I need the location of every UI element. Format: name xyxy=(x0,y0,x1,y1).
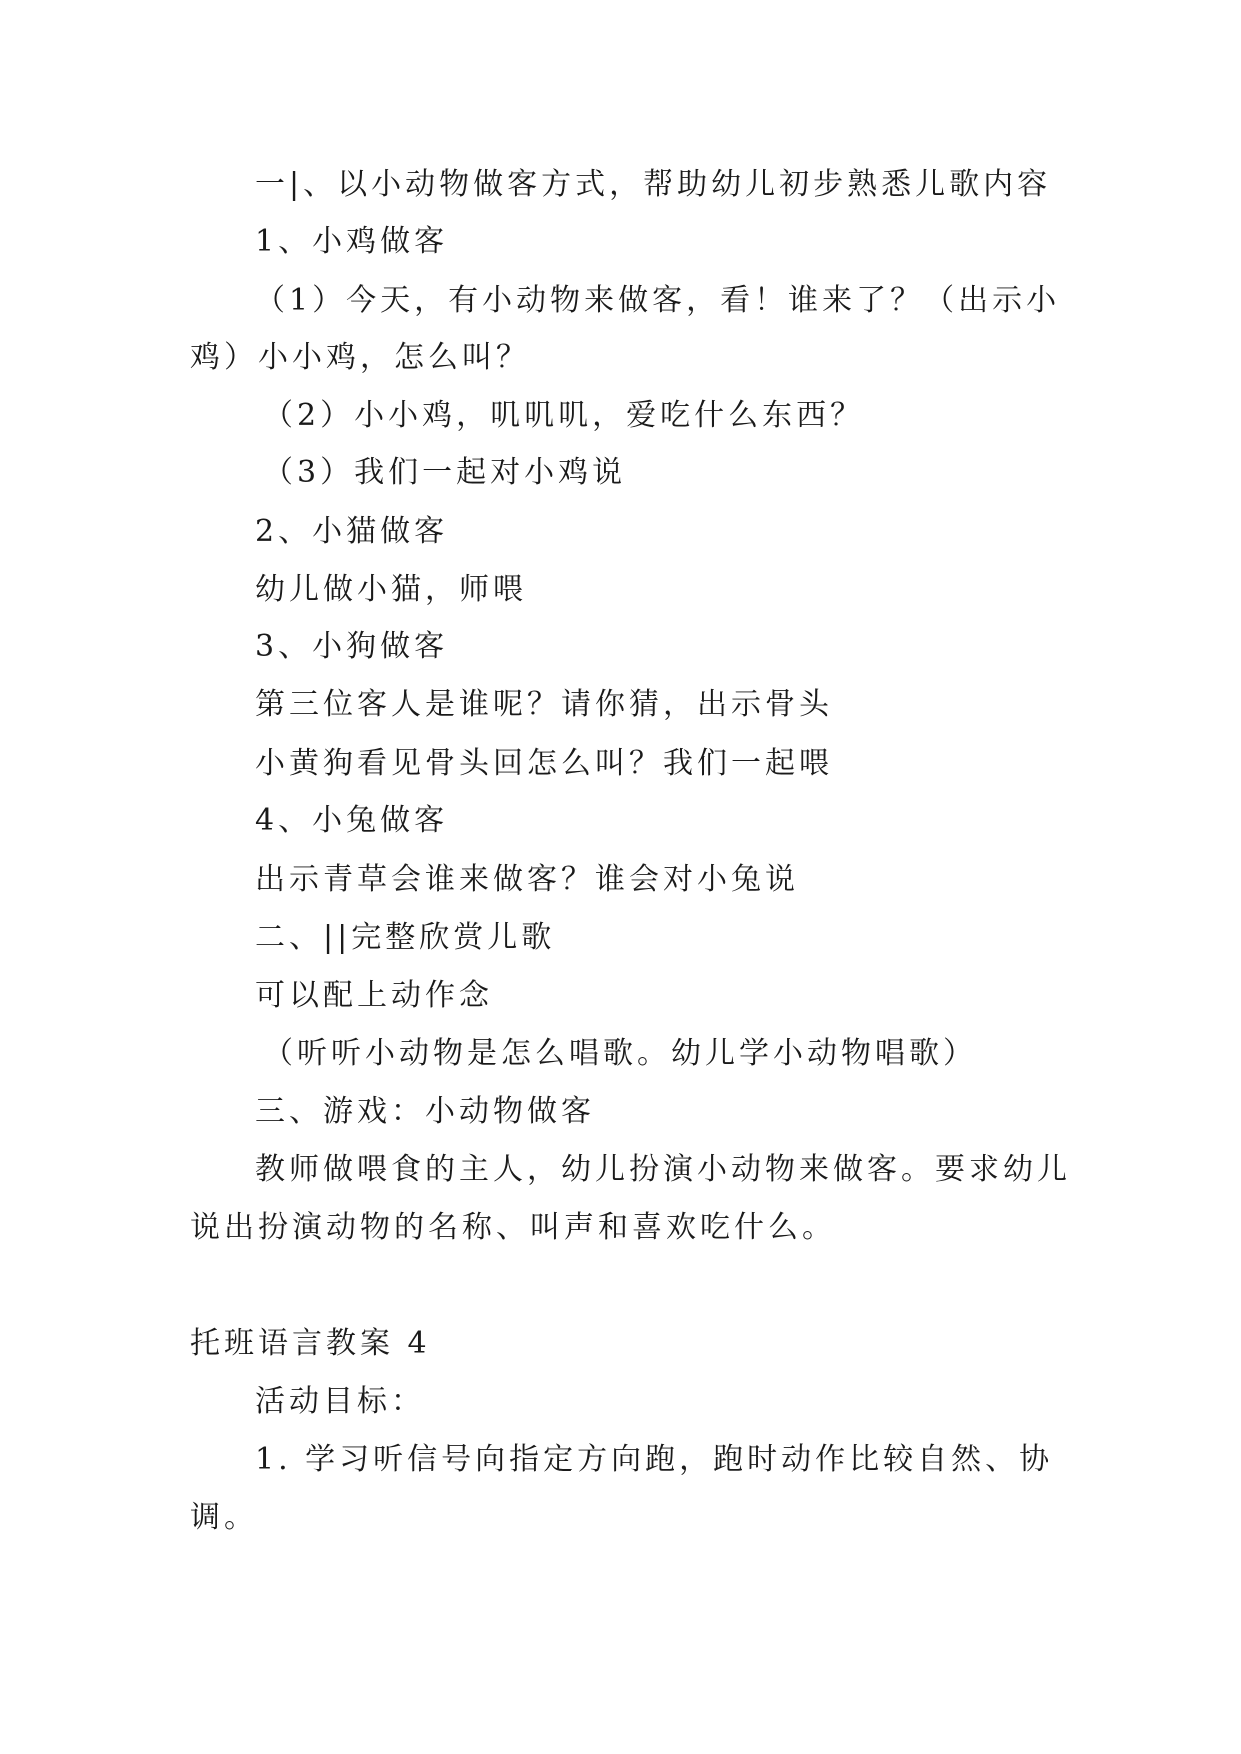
text-line: （1）今天，有小动物来做客，看！谁来了？（出示小 xyxy=(255,283,1061,318)
text-line: 三、游戏：小动物做客 xyxy=(255,1094,595,1129)
text-line: 可以配上动作念 xyxy=(255,978,493,1013)
text-line: 说出扮演动物的名称、叫声和喜欢吃什么。 xyxy=(190,1210,836,1245)
text-line: 活动目标： xyxy=(255,1384,425,1419)
text-line: 二、||完整欣赏儿歌 xyxy=(255,920,556,955)
section-heading: 托班语言教案 4 xyxy=(190,1326,431,1361)
text-line: （2）小小鸡，叽叽叽，爱吃什么东西？ xyxy=(263,398,865,433)
text-line: 小黄狗看见骨头回怎么叫？我们一起喂 xyxy=(255,746,833,781)
text-line: 出示青草会谁来做客？谁会对小兔说 xyxy=(255,862,799,897)
text-line: 4、小兔做客 xyxy=(255,803,449,838)
text-line: 2、小猫做客 xyxy=(255,514,449,549)
text-line: 鸡）小小鸡，怎么叫？ xyxy=(190,340,530,375)
text-line: 1. 学习听信号向指定方向跑，跑时动作比较自然、协 xyxy=(255,1442,1054,1477)
text-line: 第三位客人是谁呢？请你猜，出示骨头 xyxy=(255,687,833,722)
text-line: 幼儿做小猫，师喂 xyxy=(255,572,527,607)
text-line: 调。 xyxy=(190,1500,258,1535)
text-line: （3）我们一起对小鸡说 xyxy=(263,455,627,490)
text-line: 教师做喂食的主人，幼儿扮演小动物来做客。要求幼儿 xyxy=(255,1152,1071,1187)
text-line: （听听小动物是怎么唱歌。幼儿学小动物唱歌） xyxy=(263,1036,977,1071)
text-line: 1、小鸡做客 xyxy=(255,224,449,259)
text-line: 3、小狗做客 xyxy=(255,629,449,664)
text-line: 一|、以小动物做客方式，帮助幼儿初步熟悉儿歌内容 xyxy=(255,167,1052,202)
